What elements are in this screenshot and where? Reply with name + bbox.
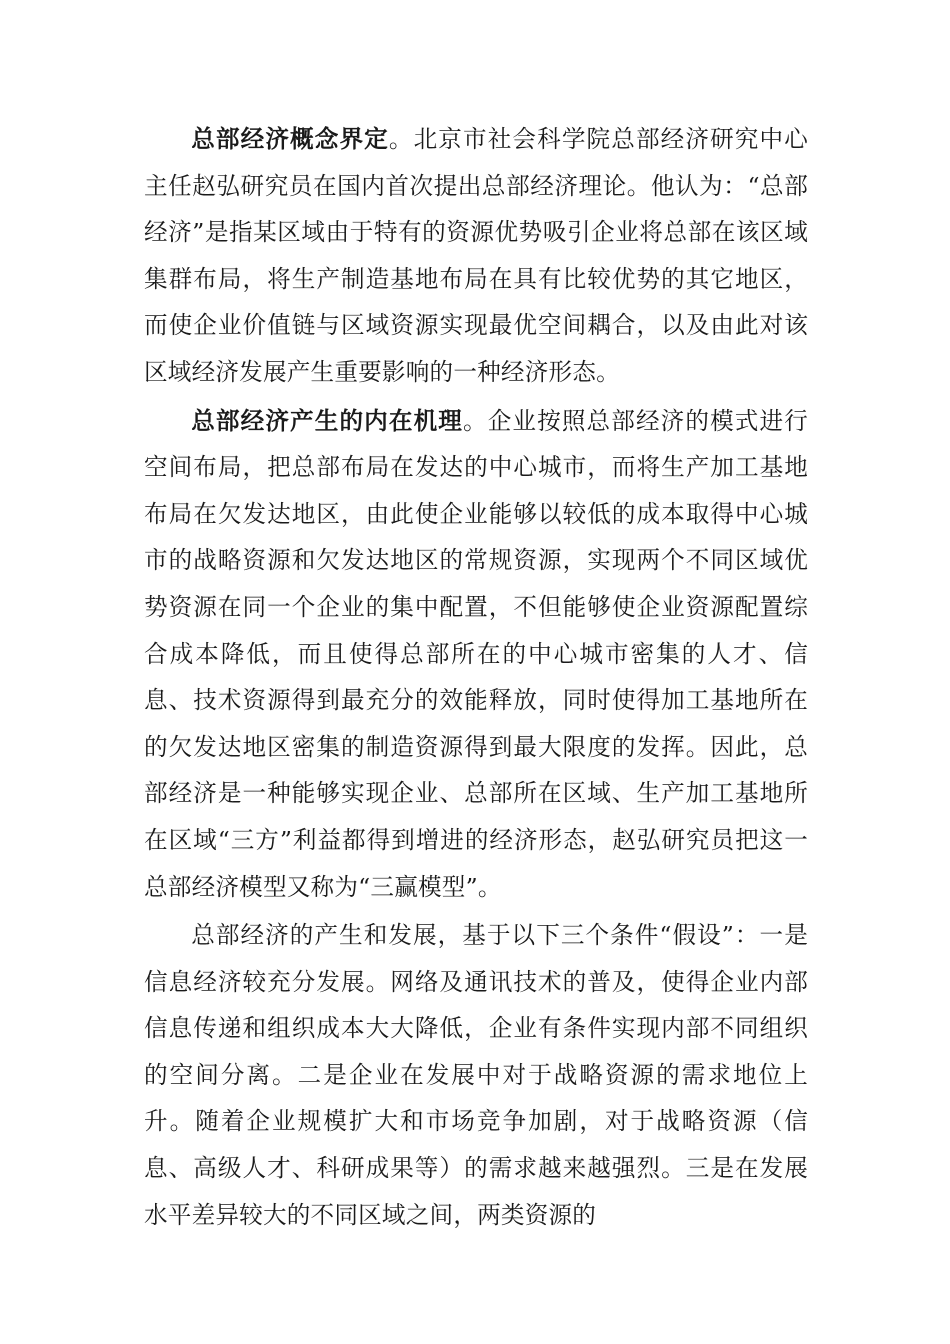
paragraph-lead-heading: 总部经济概念界定 (191, 125, 389, 153)
paragraph-three-assumptions (144, 912, 808, 1238)
paragraph-text: 总部经济的产生和发展，基于以下三个条件“假设”：一是信息经济较充分发展。网络及通讯技术的普及，使得企业内部信息传递和组织成本大大降低，企业有条件实现内部不同组织的空间分离。二是企业在发展中对于战略资源的需求地位上升。随着企业规模扩大和市场竞争加剧，对于战略资源（信息、高级人才、科研成果等）的需求越来越强烈。三是在发展水平差异较大的不同区域之间，两类资源的 (144, 921, 808, 1229)
paragraph-text: 。北京市社会科学院总部经济研究中心主任赵弘研究员在国内首次提出总部经济理论。他认为：“总部经济”是指某区域由于特有的资源优势吸引企业将总部在该区域集群布局，将生产制造基地布局在具有比较优势的其它地区，而使企业价值链与区域资源实现最优空间耦合，以及由此对该区域经济发展产生重要影响的一种经济形态。 (144, 125, 808, 386)
paragraph-headquarters-concept (144, 116, 808, 396)
paragraph-text: 。企业按照总部经济的模式进行空间布局，把总部布局在发达的中心城市，而将生产加工基地布局在欠发达地区，由此使企业能够以较低的成本取得中心城市的战略资源和欠发达地区的常规资源，实现两个不同区域优势资源在同一个企业的集中配置，不但能够使企业资源配置综合成本降低，而且使得总部所在的中心城市密集的人才、信息、技术资源得到最充分的效能释放，同时使得加工基地所在的欠发达地区密集的制造资源得到最大限度的发挥。因此，总部经济是一种能够实现企业、总部所在区域、生产加工基地所在区域“三方”利益都得到增进的经济形态，赵弘研究员把这一总部经济模型又称为“三赢模型”。 (144, 406, 808, 901)
paragraph-lead-heading: 总部经济产生的内在机理 (191, 406, 463, 435)
document-body (144, 116, 808, 1238)
paragraph-internal-mechanism (144, 398, 808, 911)
